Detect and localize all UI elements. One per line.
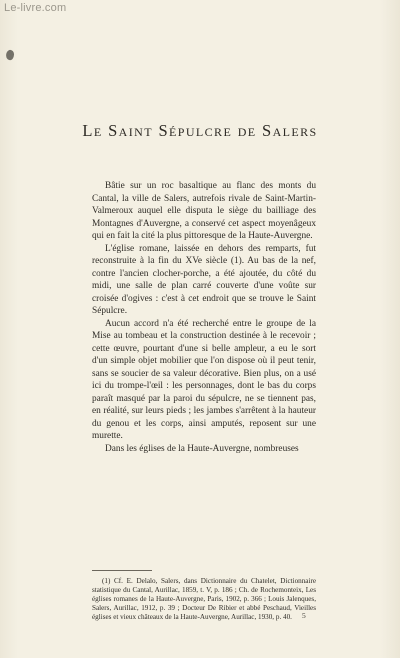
footnote: (1) Cf. E. Delalo, Salers, dans Dictionnaire du Chatelet, Dictionnaire statistique du Cantal, Aurillac, 1859, t. V, p. 186 ; Ch. de Rochemonteix, Les églises romanes de la Haute-Auvergne, Paris, 1902, p. 366 ; Louis Jalenques, Salers, Aurillac, 1912, p. 39 ; Docteur De Ribier et abbé Peschaud, Vieilles églises et vieux châteaux de la Haute-Auvergne, Aurillac, 1930, p. 40. bbox=[92, 577, 316, 622]
paragraph-2: L'église romane, laissée en dehors des remparts, fut reconstruite à la fin du XVe siècle (1). Au bas de la nef, contre l'ancien clocher-porche, a été ajoutée, du côté du midi, une salle de plan carré couverte d'une voûte sur croisée d'ogives : c'est à cet endroit que se trouve le Saint Sépulcre. bbox=[92, 243, 316, 316]
paragraph-1: Bâtie sur un roc basaltique au flanc des monts du Cantal, la ville de Salers, autrefois rivale de Saint-Martin-Valmeroux auquel elle disputa le siège du bailliage des Montagnes d'Auvergne, a conservé cet aspect moyenâgeux qui en fait la cité la plus pittoresque de la Haute-Auvergne. bbox=[92, 181, 316, 241]
body-text bbox=[92, 180, 316, 455]
footnote-rule bbox=[92, 570, 152, 571]
paragraph-3: Aucun accord n'a été recherché entre le groupe de la Mise au tombeau et la construction destinée à le recevoir ; cette œuvre, pourtant d'une si belle ampleur, a eu le sort d'un simple objet mobilier que l'on dispose où il peut tenir, sans se soucier de sa valeur décorative. Bien plus, on a usé ici du trompe-l'œil : les personnages, dont le bas du corps paraît masqué par la paroi du sépulcre, ne se tiennent pas, en réalité, sur leurs pieds ; les jambes s'arrêtent à la hauteur du genou et les corps, ainsi amputés, reposent sur une murette. bbox=[92, 318, 316, 441]
ink-speck bbox=[5, 49, 16, 61]
page-number: 5 bbox=[302, 611, 306, 620]
paragraph-4: Dans les églises de la Haute-Auvergne, nombreuses bbox=[105, 443, 299, 454]
page-title: Le Saint Sépulcre de Salers bbox=[82, 121, 318, 140]
watermark: Le-livre.com bbox=[4, 2, 67, 14]
